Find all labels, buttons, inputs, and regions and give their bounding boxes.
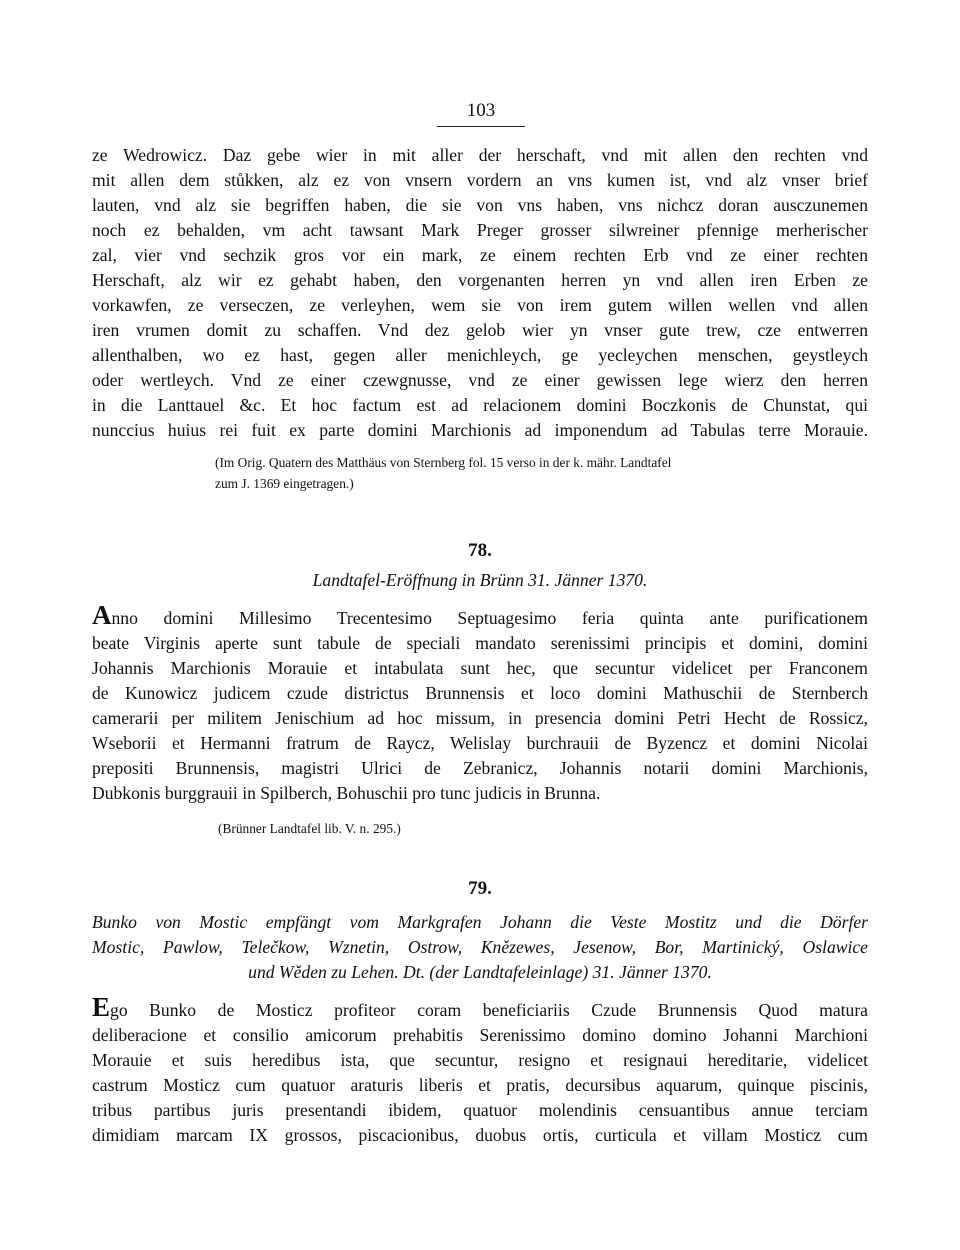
heading-line: Bunko von Mostic empfängt vom Markgrafen Johann die Veste Mostitz und die Dörfer	[92, 912, 868, 932]
document-heading	[92, 568, 868, 593]
initial-letter: E	[92, 992, 111, 1022]
heading-line: und Wěden zu Lehen. Dt. (der Landtafeleinlage) 31. Jänner 1370.	[248, 962, 712, 982]
text-line: in die Lanttauel &c. Et hoc factum est ad relacionem domini Boczkonis de Chunstat, qui	[92, 395, 868, 415]
text-line: Morauie et suis heredibus ista, que secuntur, resigno et resignaui hereditarie, videlicet	[92, 1050, 868, 1070]
page-number-rule	[437, 126, 525, 127]
top-paragraph	[92, 143, 868, 443]
text-line: zal, vier vnd sechzik gros vor ein mark, ze einem rechten Erb vnd ze einer rechten	[92, 245, 868, 265]
text-line: beate Virginis aperte sunt tabule de speciali mandato serenissimi principis et domini, domini	[92, 633, 868, 653]
document-number: 78.	[468, 540, 492, 561]
document-body	[92, 992, 868, 1148]
first-line-text: go Bunko de Mosticz profiteor coram beneficiariis Czude Brunnensis Quod matura	[110, 1000, 868, 1020]
text-line: oder wertleych. Vnd ze einer czewgnusse, vnd ze einer gewissen lege wierz den herren	[92, 370, 868, 390]
text-line: Wseborii et Hermanni fratrum de Raycz, Welislay burchrauii de Byzencz et domini Nicolai	[92, 733, 868, 753]
text-line: mit allen dem stůkken, alz ez von vnsern vordern an vns kumen ist, vnd alz vnser brief	[92, 170, 868, 190]
text-line: iren vrumen domit zu schaffen. Vnd dez gelob wier yn vnser gute trew, cze entwerren	[92, 320, 868, 340]
note-line: (Im Orig. Quatern des Matthäus von Sternberg fol. 15 verso in der k. mähr. Landtafel	[215, 455, 672, 470]
text-line: Johannis Marchionis Morauie et intabulata sunt hec, que secuntur videlicet per Franconem	[92, 658, 868, 678]
page-number: 103	[466, 100, 496, 121]
text-line: ze Wedrowicz. Daz gebe wier in mit aller der herschaft, vnd mit allen den rechten vnd	[92, 145, 868, 165]
source-note	[218, 818, 401, 839]
document-number: 79.	[468, 878, 492, 899]
text-line	[92, 992, 868, 1023]
heading-line: Mostic, Pawlow, Telečkow, Wznetin, Ostrow, Knězewes, Jesenow, Bor, Martinický, Oslawice	[92, 937, 868, 957]
text-line: Dubkonis burggrauii in Spilberch, Bohuschii pro tunc judicis in Brunna.	[92, 783, 601, 803]
text-line: lauten, vnd alz sie begriffen haben, die sie von vns haben, vns nichcz doran ausczunemen	[92, 195, 868, 215]
text-line: deliberacione et consilio amicorum prehabitis Serenissimo domino domino Johanni Marchioni	[92, 1025, 868, 1045]
text-line: de Kunowicz judicem czude districtus Brunnensis et loco domini Mathuschii de Sternberch	[92, 683, 868, 703]
note-line: (Brünner Landtafel lib. V. n. 295.)	[218, 821, 401, 836]
source-note	[215, 452, 671, 494]
document-heading	[92, 910, 868, 985]
text-line: allenthalben, wo ez hast, gegen aller menichleych, ge yecleychen menschen, geystleych	[92, 345, 868, 365]
text-line: dimidiam marcam IX grossos, piscacionibus, duobus ortis, curticula et villam Mosticz cum	[92, 1125, 868, 1145]
note-line: zum J. 1369 eingetragen.)	[215, 476, 354, 491]
text-line: castrum Mosticz cum quatuor araturis liberis et pratis, decursibus aquarum, quinque piscinis,	[92, 1075, 868, 1095]
text-line: vorkawfen, ze verseczen, ze verleyhen, wem sie von irem gutem willen wellen vnd allen	[92, 295, 868, 315]
text-line: Herschaft, alz wir ez gehabt haben, den vorgenanten herren yn vnd allen iren Erben ze	[92, 270, 868, 290]
heading-line: Landtafel-Eröffnung in Brünn 31. Jänner 1370.	[312, 570, 648, 590]
text-line	[92, 600, 868, 631]
text-line: prepositi Brunnensis, magistri Ulrici de Zebranicz, Johannis notarii domini Marchionis,	[92, 758, 868, 778]
document-body	[92, 600, 868, 806]
text-line: nunccius huius rei fuit ex parte domini Marchionis ad imponendum ad Tabulas terre Morauie.	[92, 420, 868, 440]
text-line: tribus partibus juris presentandi ibidem, quatuor molendinis censuantibus annue terciam	[92, 1100, 868, 1120]
text-line: noch ez behalden, vm acht tawsant Mark Preger grosser silwreiner pfennige merherischer	[92, 220, 868, 240]
first-line-text: nno domini Millesimo Trecentesimo Septuagesimo feria quinta ante purificationem	[111, 608, 868, 628]
text-line: camerarii per militem Jenischium ad hoc missum, in presencia domini Petri Hecht de Rossicz,	[92, 708, 868, 728]
initial-letter: A	[92, 600, 112, 630]
